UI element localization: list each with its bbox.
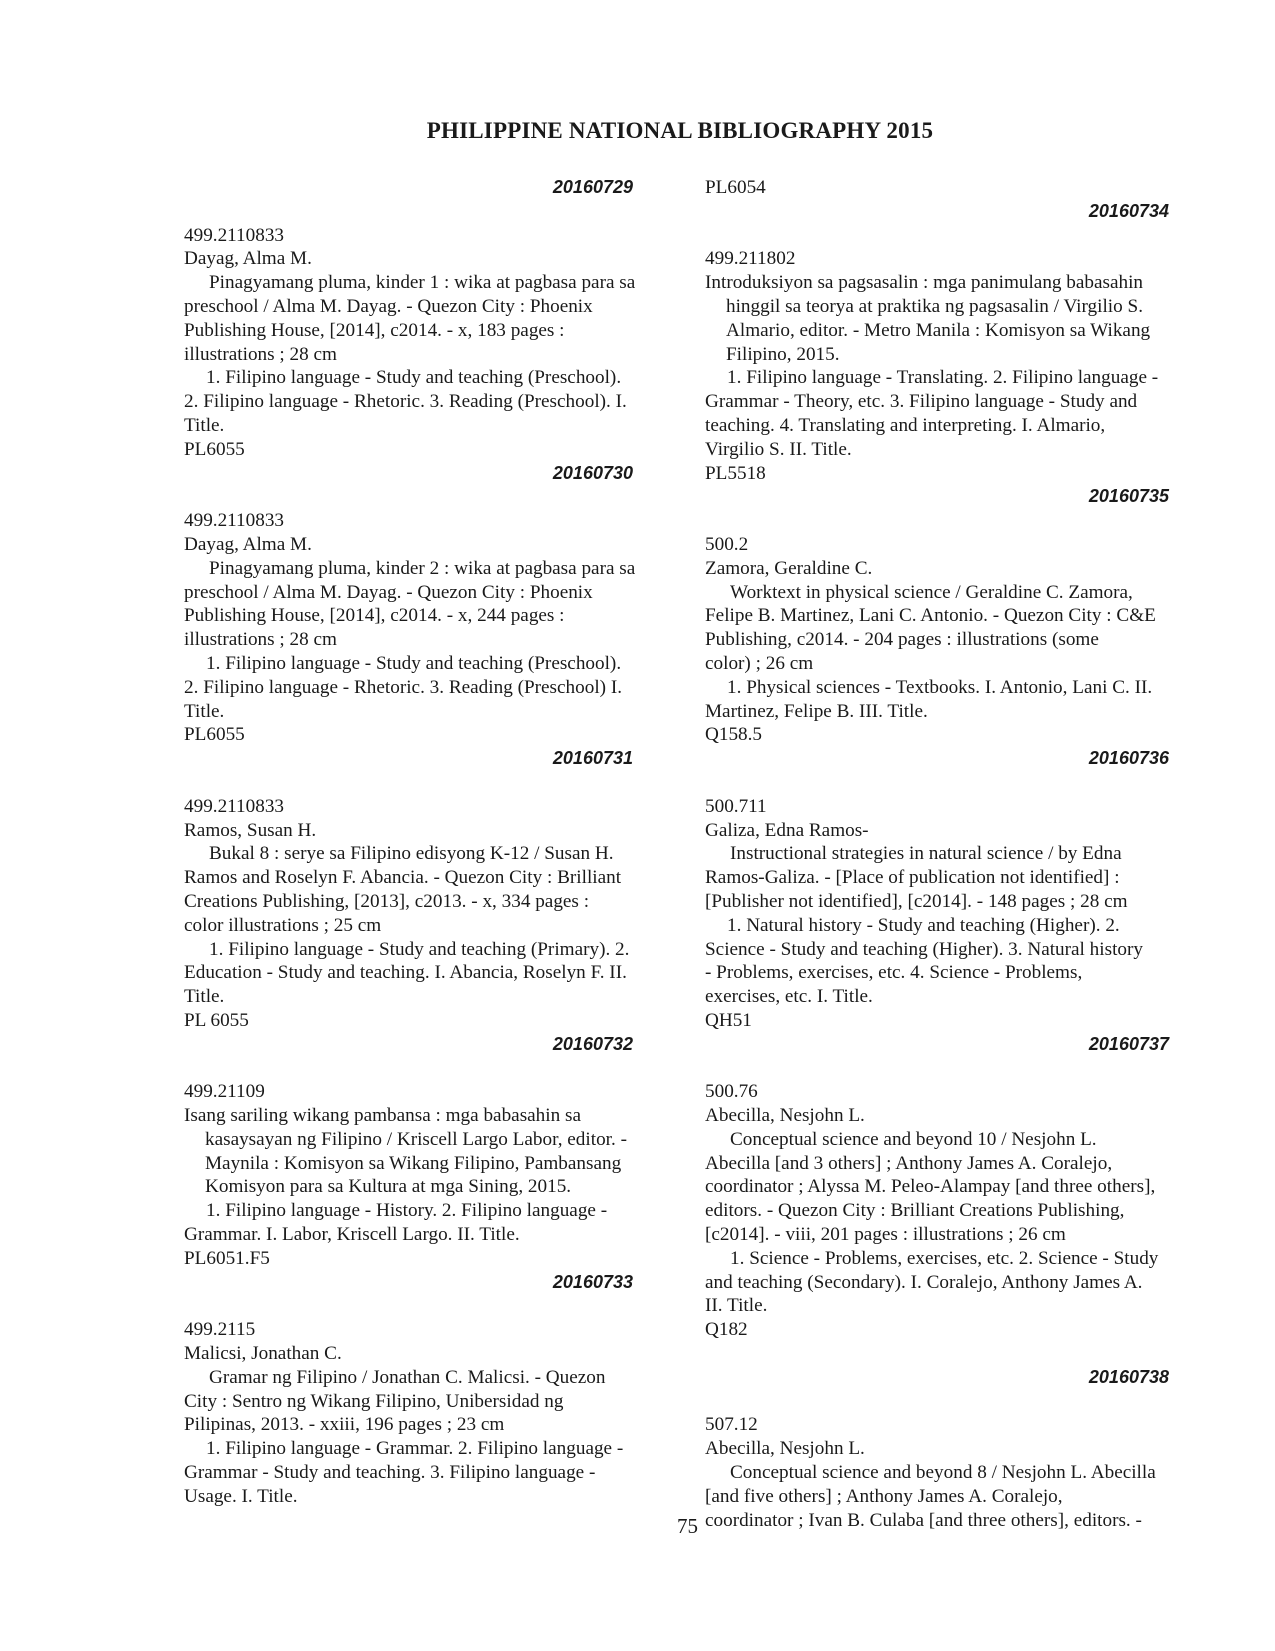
description-line: coordinator ; Alyssa M. Peleo-Alampay [and three others],: [705, 1176, 1156, 1198]
title-line: Isang sariling wikang pambansa : mga babasahin sa: [184, 1105, 581, 1127]
right-column: [705, 176, 1197, 1532]
subject-line: 1. Filipino language - Study and teaching (Primary). 2.: [209, 938, 630, 960]
description-line: Ramos-Galiza. - [Place of publication not identified] :: [705, 867, 1120, 889]
description-line: [Publisher not identified], [c2014]. - 148 pages ; 28 cm: [705, 890, 1128, 912]
description-line: editors. - Quezon City : Brilliant Creations Publishing,: [705, 1200, 1125, 1222]
subject-line: Title.: [184, 700, 225, 722]
description-line: Filipino, 2015.: [726, 343, 840, 365]
entry-20160731: [184, 795, 676, 1033]
description-line: Publishing, c2014. - 204 pages : illustrations (some: [705, 629, 1099, 651]
call-number: PL6054: [705, 177, 766, 198]
call-number: Q182: [705, 1319, 748, 1341]
description-line: Almario, editor. - Metro Manila : Komisyon sa Wikang: [726, 319, 1151, 341]
description-line: color illustrations ; 25 cm: [184, 914, 382, 936]
description-line: Publishing House, [2014], c2014. - x, 244 pages :: [184, 605, 565, 627]
subject-line: 1. Filipino language - Study and teaching (Preschool).: [206, 652, 622, 674]
accession-number: 20160734: [1088, 200, 1169, 221]
description-line: preschool / Alma M. Dayag. - Quezon City : Phoenix: [184, 295, 593, 317]
description-line: illustrations ; 28 cm: [184, 629, 337, 651]
description-line: City : Sentro ng Wikang Filipino, Unibersidad ng: [184, 1390, 564, 1412]
call-number: PL6055: [184, 724, 245, 746]
entry-20160735: [705, 533, 1197, 747]
class-number: 499.21109: [184, 1081, 265, 1103]
author: Abecilla, Nesjohn L.: [705, 1438, 865, 1460]
subject-line: 2. Filipino language - Rhetoric. 3. Reading (Preschool). I.: [184, 391, 627, 413]
description-line: Worktext in physical science / Geraldine C. Zamora,: [730, 581, 1133, 603]
description-line: Instructional strategies in natural science / by Edna: [730, 843, 1122, 865]
description-line: color) ; 26 cm: [705, 652, 814, 674]
class-number: 499.2110833: [184, 510, 285, 532]
description-line: Ramos and Roselyn F. Abancia. - Quezon City : Brilliant: [184, 867, 622, 889]
subject-line: 2. Filipino language - Rhetoric. 3. Reading (Preschool) I.: [184, 676, 623, 698]
description-line: Conceptual science and beyond 10 / Nesjohn L.: [730, 1128, 1097, 1150]
description-line: Maynila : Komisyon sa Wikang Filipino, Pambansang: [205, 1152, 622, 1174]
subject-line: teaching. 4. Translating and interpreting. I. Almario,: [705, 414, 1106, 436]
author: Zamora, Geraldine C.: [705, 557, 873, 579]
subject-line: Science - Study and teaching (Higher). 3. Natural history: [705, 938, 1143, 960]
call-number: Q158.5: [705, 724, 763, 746]
subject-line: exercises, etc. I. Title.: [705, 986, 873, 1008]
call-number: PL5518: [705, 462, 766, 484]
description-line: Pinagyamang pluma, kinder 2 : wika at pagbasa para sa: [209, 557, 636, 579]
subject-line: - Problems, exercises, etc. 4. Science - Problems,: [705, 962, 1083, 984]
accession-number: 20160736: [1088, 748, 1169, 769]
subject-line: Education - Study and teaching. I. Abancia, Roselyn F. II.: [184, 962, 627, 984]
call-number: PL 6055: [184, 1009, 249, 1031]
page-number: 75: [677, 1514, 698, 1538]
subject-line: Title.: [184, 414, 225, 436]
author: Ramos, Susan H.: [184, 819, 317, 841]
class-number: 499.2115: [184, 1319, 256, 1341]
page-title: PHILIPPINE NATIONAL BIBLIOGRAPHY 2015: [426, 118, 934, 143]
accession-number: 20160732: [552, 1033, 633, 1054]
description-line: illustrations ; 28 cm: [184, 343, 337, 365]
subject-line: 1. Filipino language - Study and teaching (Preschool).: [206, 367, 622, 389]
description-line: Bukal 8 : serye sa Filipino edisyong K-12 / Susan H.: [209, 843, 614, 865]
subject-line: Virgilio S. II. Title.: [705, 438, 852, 460]
subject-line: Title.: [184, 986, 225, 1008]
class-number: 499.211802: [705, 248, 796, 270]
description-line: [c2014]. - viii, 201 pages : illustrations ; 26 cm: [705, 1224, 1066, 1246]
subject-line: 1. Filipino language - Translating. 2. Filipino language -: [727, 367, 1159, 389]
call-number: PL6055: [184, 438, 245, 460]
accession-number: 20160733: [552, 1271, 633, 1292]
description-line: Komisyon para sa Kultura at mga Sining, 2015.: [205, 1176, 572, 1198]
entry-20160729: [184, 224, 676, 462]
description-line: hinggil sa teorya at praktika ng pagsasalin / Virgilio S.: [726, 295, 1143, 317]
author: Galiza, Edna Ramos-: [705, 819, 869, 841]
description-line: Conceptual science and beyond 8 / Nesjohn L. Abecilla: [730, 1462, 1156, 1484]
subject-line: 1. Physical sciences - Textbooks. I. Antonio, Lani C. II.: [727, 676, 1153, 698]
subject-line: 1. Filipino language - History. 2. Filipino language -: [206, 1200, 608, 1222]
subject-line: Grammar - Study and teaching. 3. Filipino language -: [184, 1462, 596, 1484]
description-line: kasaysayan ng Filipino / Kriscell Largo Labor, editor. -: [205, 1128, 627, 1150]
class-number: 499.2110833: [184, 224, 285, 246]
description-line: Pinagyamang pluma, kinder 1 : wika at pagbasa para sa: [209, 272, 636, 294]
accession-number: 20160730: [552, 462, 633, 483]
entry-20160737: [705, 1080, 1197, 1342]
author: Dayag, Alma M.: [184, 248, 312, 270]
subject-line: Grammar. I. Labor, Kriscell Largo. II. Title.: [184, 1224, 520, 1246]
subject-line: and teaching (Secondary). I. Coralejo, Anthony James A.: [705, 1271, 1143, 1293]
class-number: 507.12: [705, 1414, 758, 1436]
description-line: Pilipinas, 2013. - xxiii, 196 pages ; 23 cm: [184, 1414, 505, 1436]
call-number: QH51: [705, 1009, 752, 1031]
subject-line: Martinez, Felipe B. III. Title.: [705, 700, 928, 722]
class-number: 499.2110833: [184, 795, 285, 817]
subject-line: 1. Science - Problems, exercises, etc. 2. Science - Study: [730, 1247, 1159, 1269]
call-number: PL6051.F5: [184, 1247, 270, 1269]
subject-line: 1. Filipino language - Grammar. 2. Filipino language -: [206, 1438, 624, 1460]
entry-20160733: [184, 1318, 676, 1508]
description-line: Creations Publishing, [2013], c2013. - x, 334 pages :: [184, 890, 590, 912]
subject-line: Grammar - Theory, etc. 3. Filipino language - Study and: [705, 391, 1138, 413]
description-line: coordinator ; Ivan B. Culaba [and three others], editors. -: [705, 1509, 1142, 1531]
description-line: Publishing House, [2014], c2014. - x, 183 pages :: [184, 319, 565, 341]
accession-number: 20160735: [1088, 486, 1169, 507]
title-line: Introduksiyon sa pagsasalin : mga panimulang babasahin: [705, 272, 1144, 294]
accession-number: 20160737: [1088, 1033, 1169, 1054]
entry-20160736: [705, 795, 1197, 1033]
description-line: preschool / Alma M. Dayag. - Quezon City : Phoenix: [184, 581, 593, 603]
description-line: [and five others] ; Anthony James A. Coralejo,: [705, 1485, 1063, 1507]
class-number: 500.711: [705, 795, 767, 817]
accession-number: 20160729: [552, 177, 633, 197]
left-column: [184, 176, 676, 1509]
description-line: Felipe B. Martinez, Lani C. Antonio. - Quezon City : C&E: [705, 605, 1156, 627]
entry-20160734: [705, 247, 1197, 485]
subject-line: Usage. I. Title.: [184, 1485, 298, 1507]
author: Abecilla, Nesjohn L.: [705, 1105, 865, 1127]
class-number: 500.76: [705, 1081, 758, 1103]
description-line: Abecilla [and 3 others] ; Anthony James A. Coralejo,: [705, 1152, 1113, 1174]
author: Dayag, Alma M.: [184, 533, 312, 555]
accession-number: 20160738: [1088, 1366, 1169, 1387]
entry-20160732: [184, 1080, 676, 1270]
entry-20160730: [184, 509, 676, 747]
accession-number: 20160731: [552, 748, 633, 769]
subject-line: II. Title.: [705, 1295, 768, 1317]
class-number: 500.2: [705, 533, 749, 555]
subject-line: 1. Natural history - Study and teaching (Higher). 2.: [727, 914, 1120, 936]
author: Malicsi, Jonathan C.: [184, 1343, 342, 1365]
description-line: Gramar ng Filipino / Jonathan C. Malicsi. - Quezon: [209, 1366, 606, 1388]
